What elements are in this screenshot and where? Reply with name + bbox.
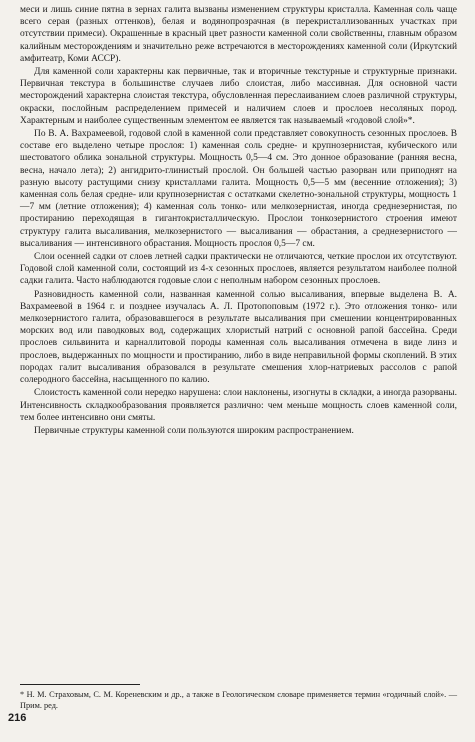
page-number: 216	[8, 712, 27, 724]
body-text	[20, 4, 457, 437]
paragraph: Для каменной соли характерны как первичные, так и вторичные текстурные и структурные признаки. Первичная текстура в большинстве случаев либо слоистая, либо массивная. Для основной части месторождений характерна слоистая текстура, обусловленная переслаиванием слоев различной структуры, окраски, послойным распределением примесей и наличием слоев и прослоев несоляных пород. Характерным и наиболее существенным элементом ее является так называемый «годовой слой»*.	[20, 67, 457, 126]
footnote: * Н. М. Страховым, С. М. Кореневским и др., а также в Геологическом словаре применяется термин «годичный слой». — Прим. ред.	[20, 690, 457, 710]
paragraph: Первичные структуры каменной соли пользуются широким распространением.	[34, 425, 354, 436]
paragraph: Разновидность каменной соли, названная каменной солью высаливания, впервые выделена В. А. Вахрамеевой в 1964 г. и позднее изучалась А. Л. Протопоповым (1972 г.). Это отложения тонко- или мелкозернистого галита, образовавшегося в результате высаливания при смешении концентрированных морских вод или паводковых вод, содержащих хлористый натрий с основной рапой бассейна. Среди прослоев сильвинита и карналлитовой породы каменная соль высаливания отмечена в виде линз и прослоев, выдержанных по мощности и простиранию, либо в виде неправильной формы скоплений. В этих породах галит высаливания образовался в результате смешения хлор-натриевых рассолов с рапой солеродного бассейна, насыщенного по калию.	[20, 289, 457, 386]
paragraph: меси и лишь синие пятна в зернах галита вызваны изменением структуры кристалла. Каменная соль чаще всего серая (разных оттенков), белая и водянопрозрачная (в перекристаллизованных участках при отсутствии примеси). Окрашенные в красный цвет разности каменной соли свойственны, главным образом калийным месторождениям и значительно реже встречаются в месторождениях каменной соли (Иркутский амфитеатр, Коми АССР).	[20, 5, 457, 64]
paragraph: Слои осенней садки от слоев летней садки практически не отличаются, четкие прослои их отсутствуют. Годовой слой каменной соли, состоящий из 4-х сезонных прослоев, является результатом наиболее полной садки галита. Часто наблюдаются годовые слои с неполным набором сезонных прослоев.	[20, 252, 457, 287]
footnote-divider	[20, 684, 140, 685]
paragraph: Слоистость каменной соли нередко нарушена: слои наклонены, изогнуты в складки, а иногда разорваны. Интенсивность складкообразования проявляется различно: чем меньше мощность слоев каменной соли, тем более интенсивно они смяты.	[20, 388, 457, 423]
paragraph: По В. А. Вахрамеевой, годовой слой в каменной соли представляет совокупность сезонных прослоев. В составе его выделено четыре прослоя: 1) каменная соль средне- и крупнозернистая, кубического или шестоватого облика зональной структуры. Мощность 0,5—4 см. Это донное образование (ранняя весна, весна, начало лета); 2) ангидрито-глинистый прослой. Он большей частью разорван или приподнят на разную высоту растущими снизу кристаллами галита. Мощность 0,5—5 мм (весенние отложения); 3) каменная соль белая средне- или крупнозернистая с остатками скелетно-зональной структуры, мощность 1—7 мм (летние отложения); 4) каменная соль тонко- или мелкозернистая, иногда среднезернистая, по простиранию переходящая в гигантокристаллическую. Прослои тонкозернистого строения имеют структуру галита высаливания, мелкозернистого — высаливания — обрастания, а среднезернистого — высаливания — интенсивного обрастания. Мощность прослоя 0,5—7 см.	[20, 129, 457, 249]
